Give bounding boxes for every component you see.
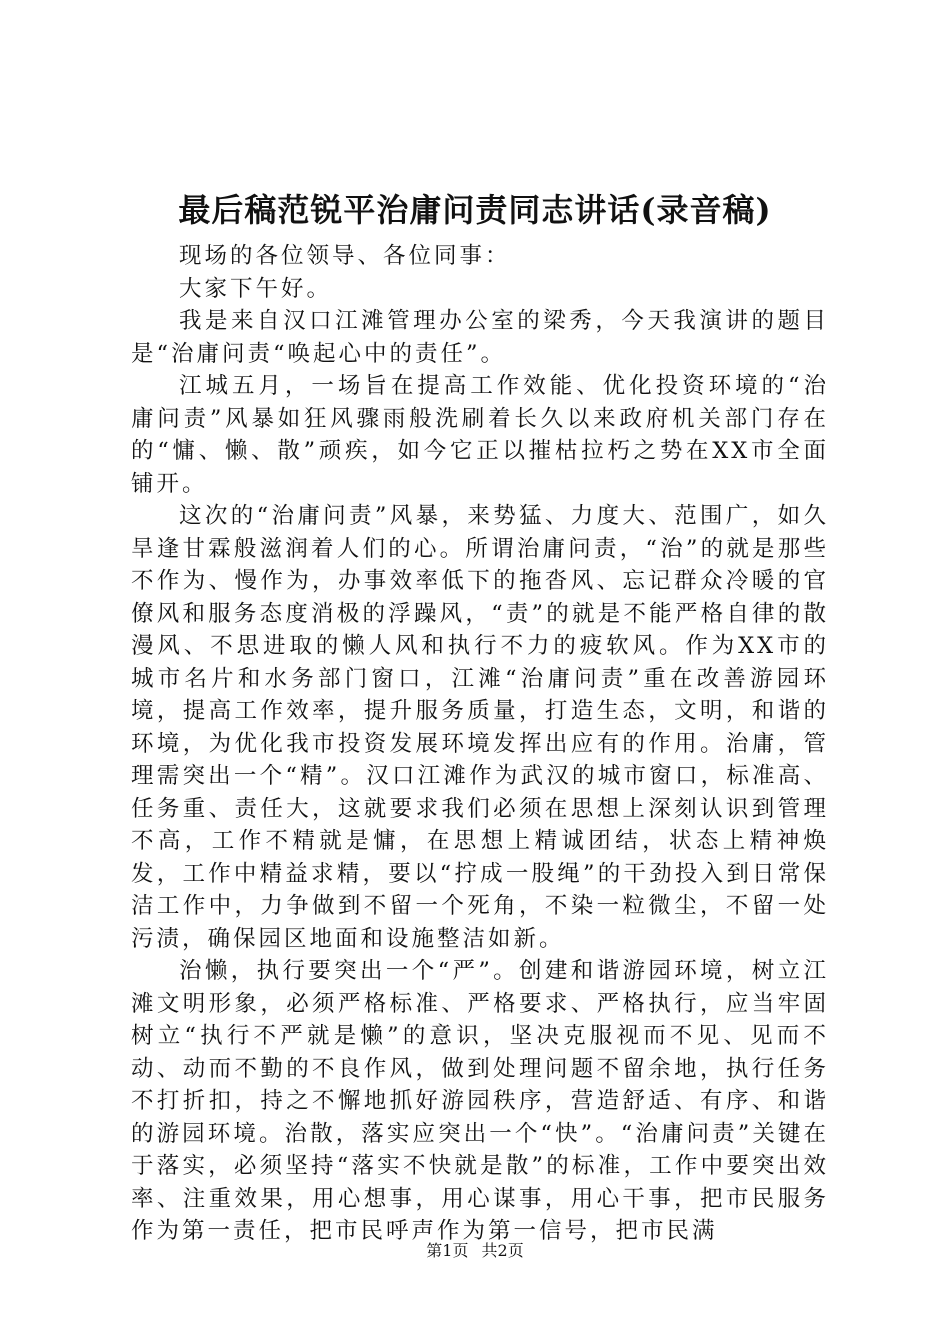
paragraph-salutation: 大家下午好。 [179, 275, 333, 302]
document-title: 最后稿范锐平治庸问责同志讲话(录音稿) [178, 191, 772, 229]
paragraph-greeting: 现场的各位领导、各位同事： [179, 243, 511, 269]
page-number: 第1页 [426, 1241, 469, 1260]
paragraph-intro: 我是来自汉口江滩管理办公室的梁秀，今天我演讲的题目是“治庸问责“唤起心中的责任”。 [131, 308, 829, 367]
page-total: 共2页 [481, 1241, 524, 1260]
document-body [131, 240, 829, 1248]
paragraph-lazy-scatter: 治懒，执行要突出一个“严”。创建和谐游园环境，树立江滩文明形象，必须严格标准、严格要求、严格执行，应当牢固树立“执行不严就是懒”的意识，坚决克服视而不见、见而不动、动而不勤的不良作风，做到处理问题不留余地，执行任务不打折扣，持之不懈地抓好游园秩序，营造舒适、有序、和谐的游园环境。治散，落实应突出一个“快”。“治庸问责”关键在于落实，必须坚持“落实不快就是散”的标准，工作中要突出效率、注重效果，用心想事，用心谋事，用心干事，把市民服务作为第一责任，把市民呼声作为第一信号，把市民满 [131, 958, 829, 1244]
paragraph-main: 这次的“治庸问责”风暴，来势猛、力度大、范围广，如久旱逢甘霖般滋润着人们的心。所谓治庸问责，“治”的就是那些不作为、慢作为，办事效率低下的拖沓风、忘记群众冷暖的官僚风和服务态度消极的浮躁风，“责”的就是不能严格自律的散漫风、不思进取的懒人风和执行不力的疲软风。作为XX市的城市名片和水务部门窗口，江滩“治庸问责”重在改善游园环境，提高工作效率，提升服务质量，打造生态，文明，和谐的环境，为优化我市投资发展环境发挥出应有的作用。治庸，管理需突出一个“精”。汉口江滩作为武汉的城市窗口，标准高、任务重、责任大，这就要求我们必须在思想上深刻认识到管理不高，工作不精就是慵，在思想上精诚团结，状态上精神焕发，工作中精益求精，要以“拧成一股绳”的干劲投入到日常保洁工作中，力争做到不留一个死角，不染一粒微尘，不留一处污渍，确保园区地面和设施整洁如新。 [131, 503, 829, 952]
paragraph-background: 江城五月，一场旨在提高工作效能、优化投资环境的“治庸问责”风暴如狂风骤雨般洗刷着长久以来政府机关部门存在的“慵、懒、散”顽疾，如今它正以摧枯拉朽之势在XX市全面铺开。 [131, 373, 829, 497]
page-footer [0, 1240, 950, 1262]
